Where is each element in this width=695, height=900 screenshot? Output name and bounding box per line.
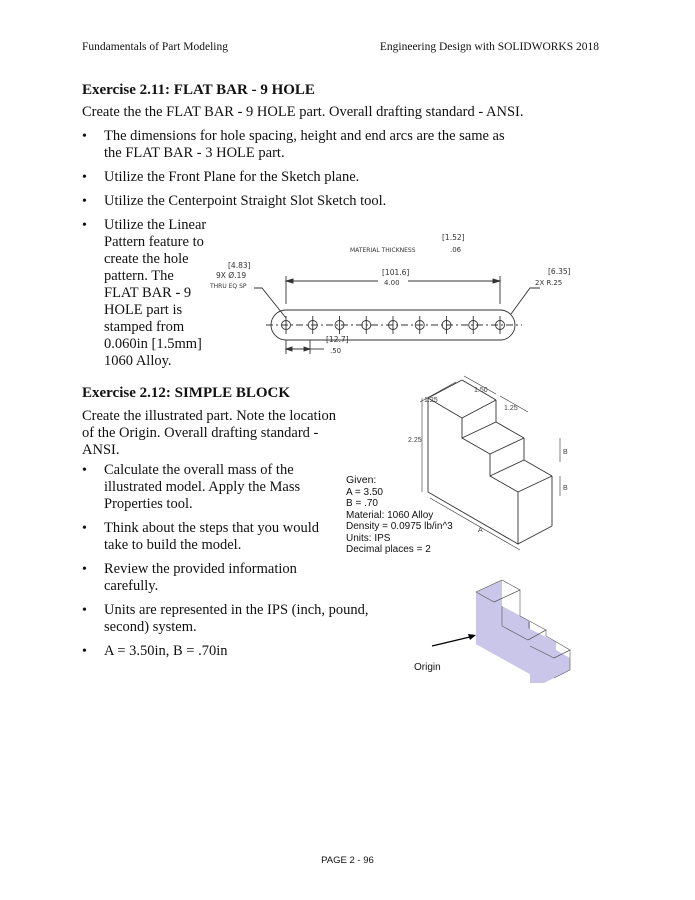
- origin-label: Origin: [414, 662, 441, 673]
- bullet-mass: • Calculate the overall mass of the illustrated model. Apply the Mass Properties tool.: [82, 462, 314, 513]
- linear-pattern-line: Pattern feature to: [104, 234, 204, 250]
- radius-callout: 2X R.25: [535, 279, 563, 287]
- running-header-left: Fundamentals of Part Modeling: [82, 41, 228, 53]
- hole-note: THRU EQ SP: [210, 283, 247, 290]
- block-front-face: [428, 398, 518, 544]
- bullet-front-plane: • Utilize the Front Plane for the Sketch plane.: [82, 169, 522, 186]
- intro-line: of the Origin. Overall drafting standard -: [82, 425, 319, 441]
- bullet-a-b: • A = 3.50in, B = .70in: [82, 643, 414, 660]
- dim-top: 1.50: [474, 387, 488, 394]
- exercise-2-11-intro: Create the the FLAT BAR - 9 HOLE part. Overall drafting standard - ANSI.: [82, 104, 524, 120]
- dim-b-lower: B: [563, 485, 568, 492]
- simple-block-drawing: [400, 372, 590, 562]
- linear-pattern-line: pattern. The: [104, 268, 174, 284]
- exercise-2-11-title: Exercise 2.11: FLAT BAR - 9 HOLE: [82, 82, 315, 98]
- intro-line: Create the illustrated part. Note the location: [82, 408, 337, 424]
- bullet-slot-tool: • Utilize the Centerpoint Straight Slot Sketch tool.: [82, 193, 522, 210]
- origin-arrow-head: [468, 634, 476, 640]
- spacing-in: .50: [330, 347, 342, 355]
- given-density: Density = 0.0975 lb/in^3: [346, 521, 453, 532]
- bullet-units: • Units are represented in the IPS (inch, pound, second) system.: [82, 602, 414, 636]
- given-units: Units: IPS: [346, 532, 391, 544]
- running-header-right: Engineering Design with SOLIDWORKS 2018: [379, 41, 599, 53]
- length-in: 4.00: [384, 279, 400, 287]
- radius-mm: [6.35]: [548, 267, 571, 276]
- linear-pattern-line: HOLE part is: [104, 302, 183, 318]
- dim-left-top: 1.25: [424, 397, 438, 404]
- bullet-review: • Review the provided information carefully.: [82, 561, 304, 595]
- exercise-2-12-intro: [82, 408, 342, 459]
- linear-pattern-line: create the hole: [104, 251, 189, 267]
- given-b: B = .70: [346, 498, 378, 509]
- hole-callout: 9X Ø.19: [216, 271, 247, 280]
- shaded-block-image: [410, 578, 580, 683]
- page-number: PAGE 2 - 96: [321, 855, 374, 866]
- dim-height: 2.25: [408, 437, 422, 444]
- bullet-steps: • Think about the steps that you would take to build the model.: [82, 520, 332, 554]
- linear-pattern-line: 1060 Alloy.: [104, 353, 172, 369]
- given-heading: Given:: [346, 474, 377, 486]
- spacing-mm: [12.7]: [326, 335, 349, 344]
- linear-pattern-line: Utilize the Linear: [104, 217, 207, 233]
- intro-line: ANSI.: [82, 442, 120, 458]
- given-a: A = 3.50: [346, 486, 383, 498]
- exercise-2-12-title: Exercise 2.12: SIMPLE BLOCK: [82, 385, 291, 401]
- linear-pattern-line: FLAT BAR - 9: [104, 285, 192, 301]
- linear-pattern-line: stamped from: [104, 319, 185, 335]
- thickness-mm: [1.52]: [442, 233, 465, 242]
- linear-pattern-line: 0.060in [1.5mm]: [104, 336, 202, 352]
- hole-mm: [4.83]: [228, 261, 251, 270]
- dim-right-top: 1.25: [504, 405, 518, 412]
- flat-bar-drawing: [200, 218, 600, 373]
- bullet-dimensions: • The dimensions for hole spacing, height and end arcs are the same as the FLAT BAR - 3 HOLE part.: [82, 128, 522, 162]
- thickness-label: MATERIAL THICKNESS: [350, 247, 416, 254]
- block-front-face-shaded: [476, 580, 570, 683]
- thickness-in: .06: [450, 246, 462, 254]
- given-decimals: Decimal places = 2: [346, 544, 431, 555]
- dim-a: A: [478, 527, 483, 534]
- origin-arrow: [432, 636, 474, 646]
- given-material: Material: 1060 Alloy: [346, 509, 434, 521]
- length-mm: [101.6]: [382, 268, 410, 277]
- dim-b-upper: B: [563, 449, 568, 456]
